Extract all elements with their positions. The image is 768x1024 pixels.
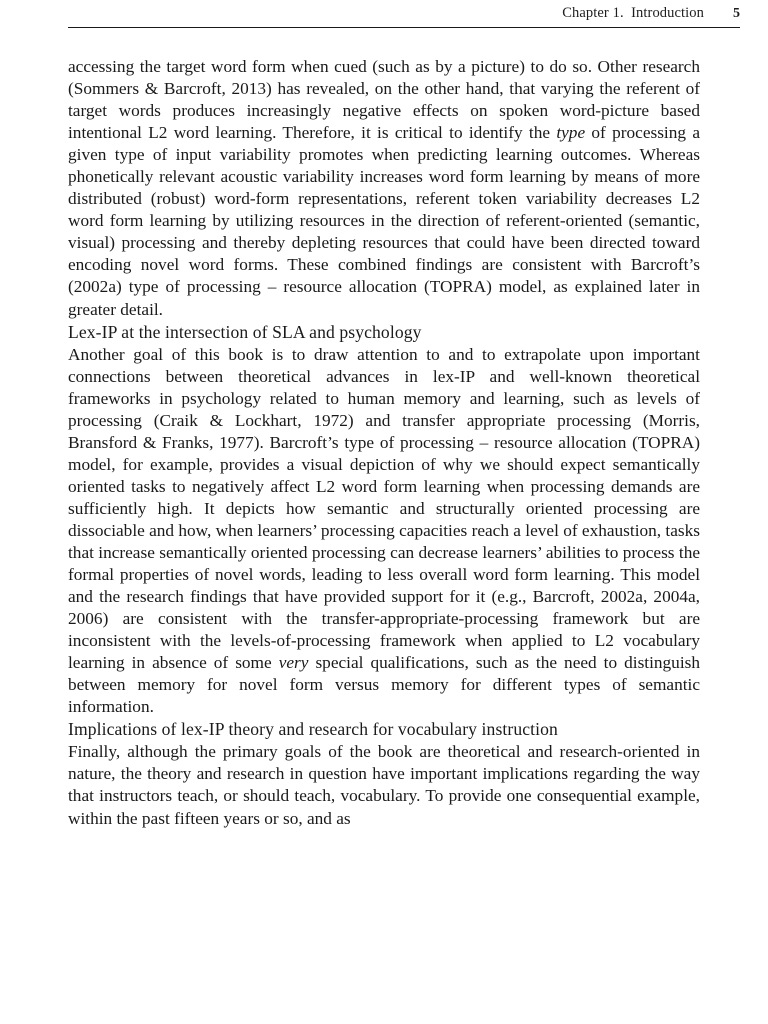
paragraph-continuation <box>68 56 700 321</box>
paragraph-1-text-after-italic: of processing a given type of input variability promotes when predicting learning outcomes. Whereas phonetically relevant acoustic variability increases word form learning by means of more distributed (robust) word-form representations, referent token variability decreases L2 word form learning by utilizing resources in the direction of referent-oriented (semantic, visual) processing and thereby depleting resources that could have been directed toward encoding novel word forms. These combined findings are consistent with Barcroft’s (2002a) type of processing – resource allocation (TOPRA) model, as explained later in greater detail. <box>68 123 700 319</box>
emphasis-very: very <box>278 653 309 673</box>
paragraph-1-text-before-italic: accessing the target word form when cued (such as by a picture) to do so. Other research (Sommers & Barcroft, 2013) has revealed, on the other hand, that varying the referent of target words produces increasingly negative effects on spoken word-picture based intentional L2 word learning. Therefore, it is critical to identify the <box>68 57 700 143</box>
running-head-chapter-label: Chapter 1. Introduction <box>562 5 704 21</box>
section-heading-lex-ip-intersection: Lex-IP at the intersection of SLA and psychology <box>68 321 422 342</box>
paragraph-2-text-before-italic: Another goal of this book is to draw attention to and to extrapolate upon important connections between theoretical advances in lex-IP and well-known theoretical frameworks in psychology related to human memory and learning, such as levels of processing (Craik & Lockhart, 1972) and transfer appropriate processing (Morris, Bransford & Franks, 1977). Barcroft’s type of processing – resource allocation (TOPRA) model, for example, provides a visual depiction of why we should expect semantically oriented tasks to negatively affect L2 word form learning when processing demands are sufficiently high. It depicts how semantic and structurally oriented processing are dissociable and how, when learners’ processing capacities reach a level of exhaustion, tasks that increase semantically oriented processing can decrease learners’ abilities to process the formal properties of novel words, leading to less overall word form learning. This model and the research findings that have provided support for it (e.g., Barcroft, 2002a, 2004a, 2006) are consistent with the transfer-appropriate-processing framework but are inconsistent with the levels-of-processing framework when applied to L2 vocabulary learning in absence of some <box>68 344 700 673</box>
text-block <box>68 56 700 830</box>
emphasis-type: type <box>556 123 586 143</box>
paragraph-2-text-after-italic: special qualifications, such as the need to distinguish between memory for novel form versus memory for different types of semantic information. <box>68 653 700 717</box>
header-rule <box>68 27 740 28</box>
running-head <box>68 4 740 23</box>
section-heading-implications: Implications of lex-IP theory and research for vocabulary instruction <box>68 719 558 740</box>
paragraph-finally: Finally, although the primary goals of the book are theoretical and research-oriented in nature, the theory and research in question have important implications regarding the way that instructors teach, or should teach, vocabulary. To provide one consequential example, within the past fifteen years or so, and as <box>68 742 700 828</box>
paragraph-another-goal <box>68 344 700 719</box>
page-number: 5 <box>733 6 740 21</box>
